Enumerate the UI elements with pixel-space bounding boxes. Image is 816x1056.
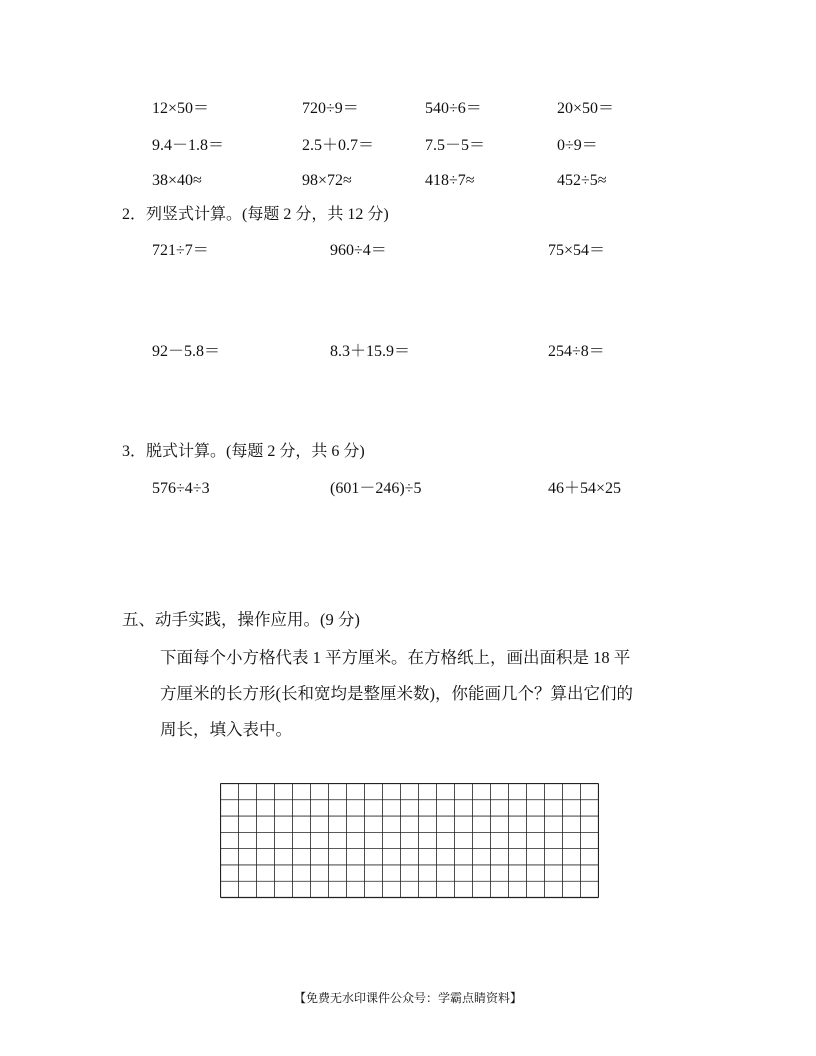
instruction-line: 周长，填入表中。 <box>160 720 292 739</box>
vertical-calc-problem: 960÷4＝ <box>330 242 387 259</box>
square-grid-paper <box>220 783 599 899</box>
oral-problem: 0÷9＝ <box>557 137 598 154</box>
section-5-title: 五、动手实践，操作应用。(9 分) <box>122 610 360 629</box>
oral-problem: 540÷6＝ <box>425 100 482 117</box>
vertical-calc-problem: 75×54＝ <box>548 242 606 259</box>
vertical-calc-problem: 721÷7＝ <box>152 242 209 259</box>
stepwise-calc-problem: 46＋54×25 <box>548 480 622 497</box>
oral-problem: 720÷9＝ <box>302 100 359 117</box>
footer-note: 【免费无水印课件公众号：学霸点睛资料】 <box>293 991 522 1005</box>
question-2-title: 2．列竖式计算。(每题 2 分，共 12 分) <box>122 206 389 223</box>
vertical-calc-problem: 92－5.8＝ <box>152 343 221 360</box>
stepwise-calc-problem: 576÷4÷3 <box>152 480 210 497</box>
oral-problem: 418÷7≈ <box>425 172 475 189</box>
stepwise-calc-problem: (601－246)÷5 <box>330 480 422 497</box>
oral-problem: 2.5＋0.7＝ <box>302 137 375 154</box>
instruction-line: 下面每个小方格代表 1 平方厘米。在方格纸上，画出面积是 18 平 <box>160 648 631 667</box>
oral-problem: 98×72≈ <box>302 172 352 189</box>
question-3-title: 3．脱式计算。(每题 2 分，共 6 分) <box>122 443 365 460</box>
oral-problem: 20×50＝ <box>557 100 615 117</box>
oral-problem: 9.4－1.8＝ <box>152 137 225 154</box>
oral-problem: 38×40≈ <box>152 172 202 189</box>
oral-problem: 7.5－5＝ <box>425 137 486 154</box>
oral-problem: 12×50＝ <box>152 100 210 117</box>
vertical-calc-problem: 8.3＋15.9＝ <box>330 343 411 360</box>
oral-problem: 452÷5≈ <box>557 172 607 189</box>
instruction-line: 方厘米的长方形(长和宽均是整厘米数)，你能画几个？算出它们的 <box>160 684 633 703</box>
vertical-calc-problem: 254÷8＝ <box>548 343 605 360</box>
